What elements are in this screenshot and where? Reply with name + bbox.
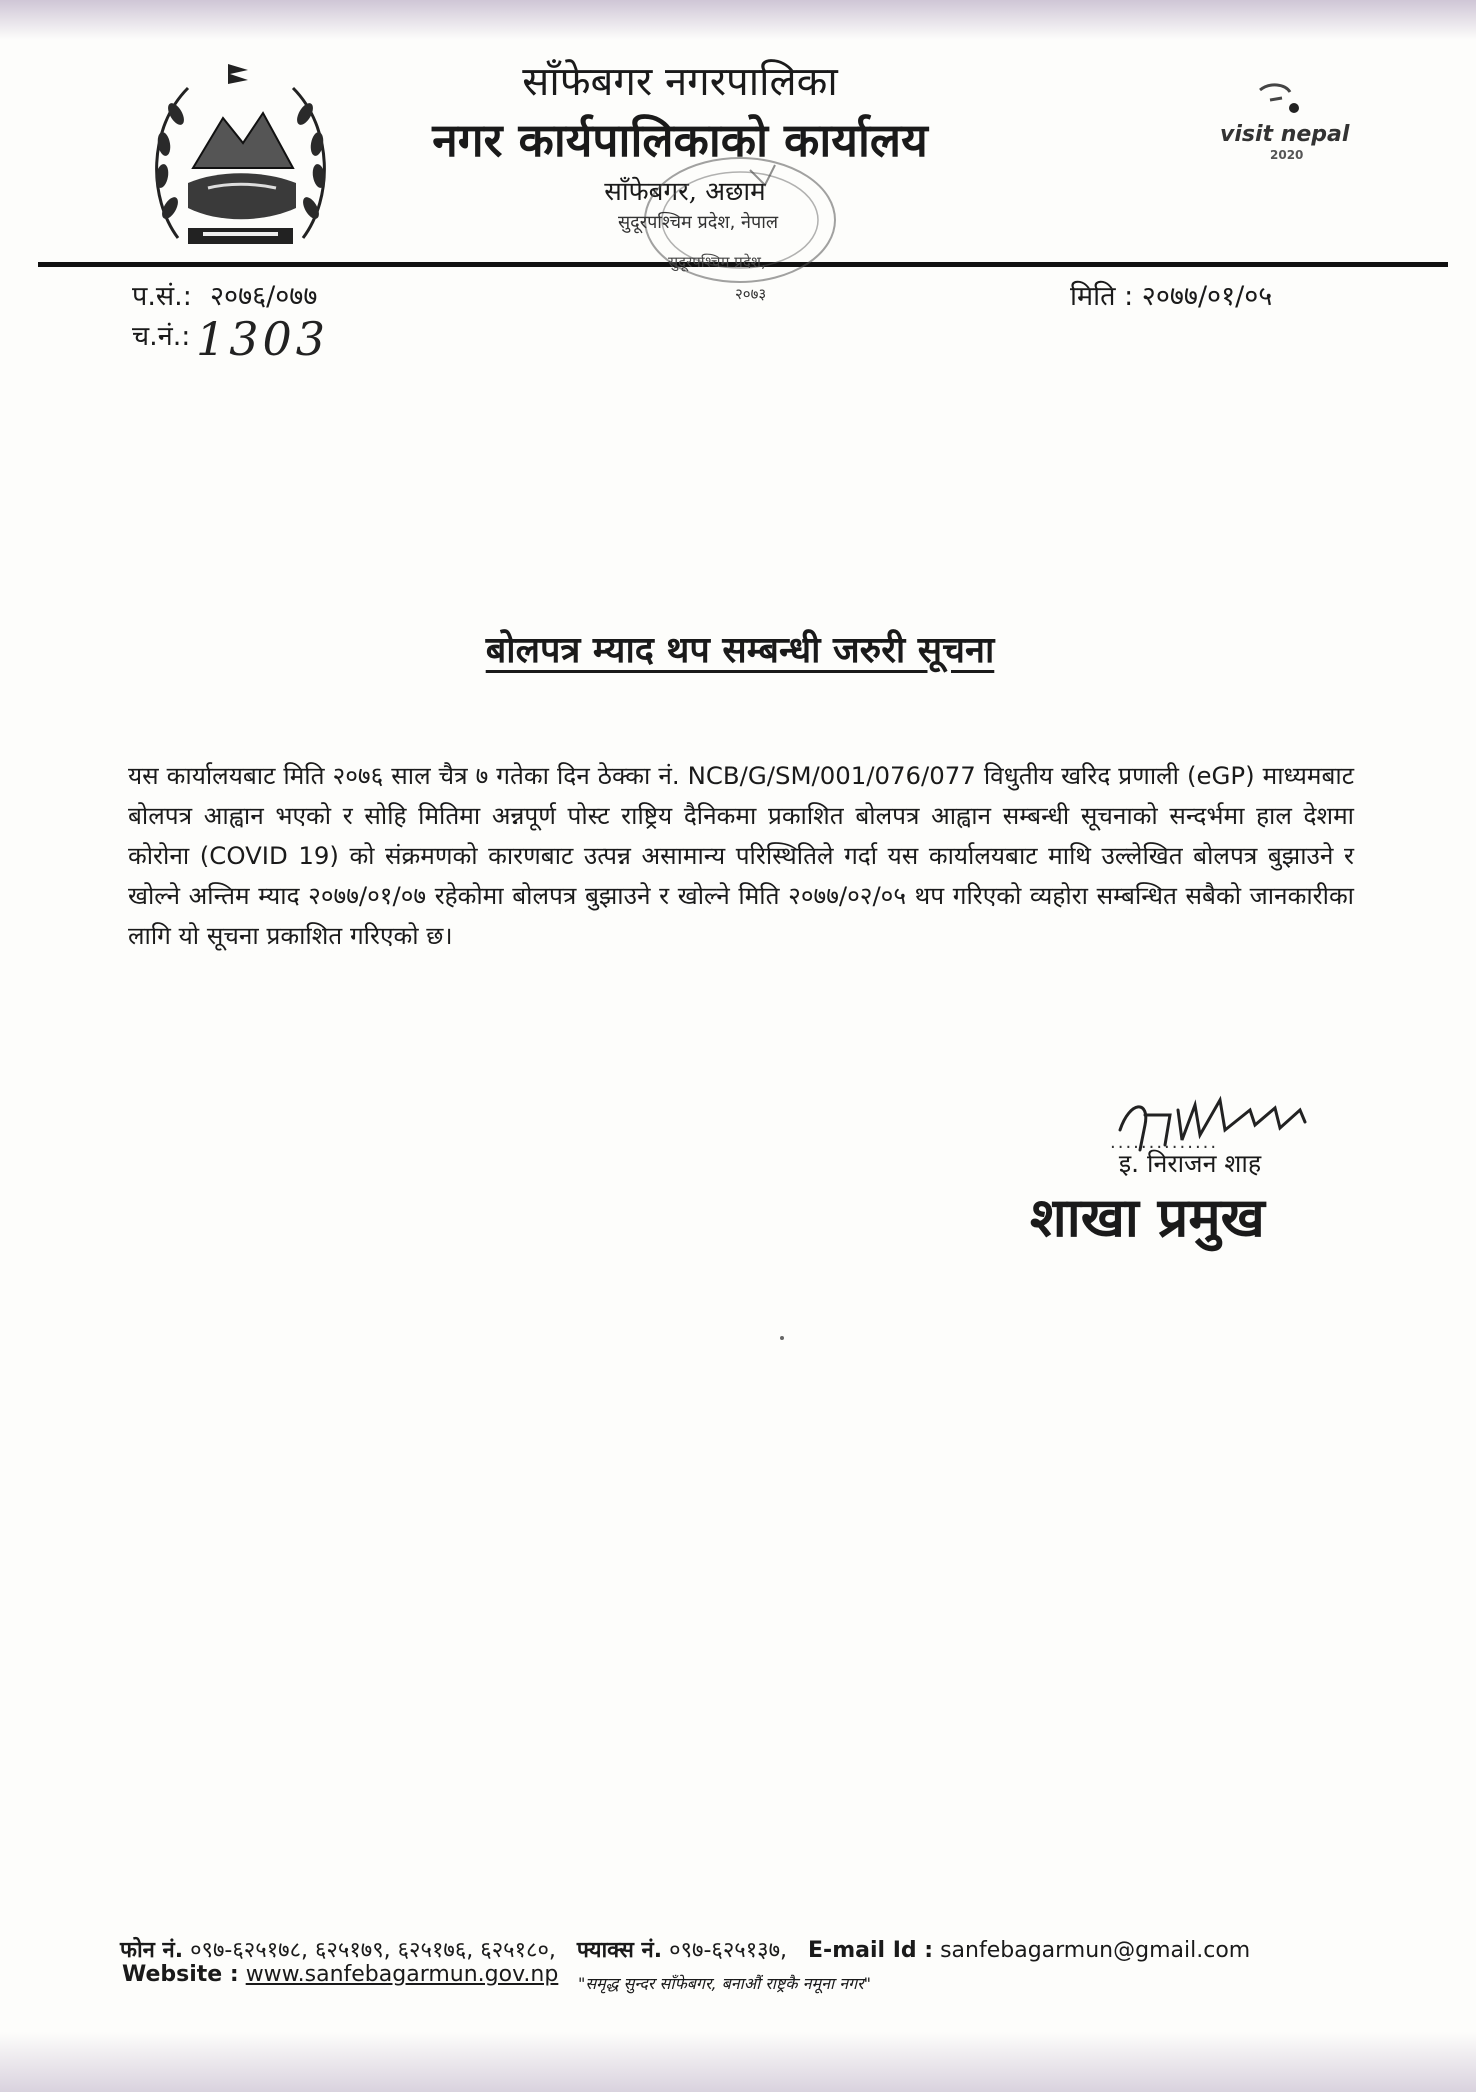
nepal-emblem-icon — [148, 58, 333, 258]
letter-date: मिति : २०७७/०१/०५ — [1070, 281, 1273, 312]
signatory-name: इ. निराजन शाह — [1118, 1149, 1262, 1178]
visit-nepal-text: visit nepal — [1220, 122, 1350, 147]
phone-label: फोन नं. — [120, 1938, 184, 1963]
website-label: Website : — [122, 1962, 239, 1987]
office-address: साँफेबगर, अछाम — [604, 177, 766, 207]
reference-number: २०७६/०७७ — [210, 281, 318, 312]
office-stamp-icon — [560, 150, 860, 320]
dispatch-number: 1303 — [196, 312, 330, 366]
fax-number: ०९७-६२५१३७, — [669, 1938, 788, 1963]
email-address[interactable]: sanfebagarmun@gmail.com — [940, 1938, 1251, 1963]
scan-shadow-bottom — [0, 2032, 1476, 2092]
stamp-province-text-2: सुदूरपश्चिम प्रदेश, — [668, 253, 766, 271]
phone-numbers: ०९७-६२५१७८, ६२५१७९, ६२५१७६, ६२५१८०, — [190, 1938, 556, 1963]
visit-nepal-year: 2020 — [1270, 148, 1304, 162]
stray-dot — [780, 1336, 784, 1340]
footer-website-line — [122, 1962, 558, 1987]
email-label: E-mail Id : — [808, 1938, 934, 1963]
reference-label: प.सं.: — [132, 281, 192, 312]
office-name: नगर कार्यपालिकाको कार्यालय — [432, 113, 928, 167]
fax-label: फ्याक्स नं. — [576, 1938, 663, 1963]
municipality-name: साँफेबगर नगरपालिका — [522, 59, 838, 105]
stamp-province-text: सुदूरपश्चिम प्रदेश, नेपाल — [618, 212, 779, 233]
dispatch-label: च.नं.: — [132, 321, 191, 352]
stamp-year: २०७३ — [735, 285, 767, 303]
signature-dotted-line: .............. — [1110, 1132, 1219, 1153]
footer-contact-line — [120, 1934, 1250, 1964]
website-link[interactable]: www.sanfebagarmun.gov.np — [245, 1962, 559, 1987]
municipality-slogan: "समृद्ध सुन्दर साँफेबगर, बनाऔं राष्ट्रकै नमूना नगर" — [578, 1974, 872, 1993]
notice-body: यस कार्यालयबाट मिति २०७६ साल चैत्र ७ गतेका दिन ठेक्का नं. NCB/G/SM/001/076/077 विधुतीय खरिद प्रणाली (eGP) माध्यमबाट बोलपत्र आह्वान भएको र सोहि मितिमा अन्नपूर्ण पोस्ट राष्ट्रिय दैनिकमा प्रकाशित बोलपत्र आह्वान सम्बन्धी सूचनाको सन्दर्भमा हाल देशमा कोरोना (COVID 19) को संक्रमणको कारणबाट उत्पन्न असामान्य परिस्थितिले गर्दा यस कार्यालयबाट माथि उल्लेखित बोलपत्र बुझाउने र खोल्ने अन्तिम म्याद २०७७/०१/०७ रहेकोमा बोलपत्र बुझाउने र खोल्ने मिति २०७७/०२/०५ थप गरिएको व्यहोरा सम्बन्धित सबैको जानकारीका लागि यो सूचना प्रकाशित गरिएको छ। — [128, 761, 1354, 950]
scan-shadow-top — [0, 0, 1476, 40]
signatory-title: शाखा प्रमुख — [1030, 1186, 1265, 1249]
notice-title: बोलपत्र म्याद थप सम्बन्धी जरुरी सूचना — [485, 630, 995, 671]
